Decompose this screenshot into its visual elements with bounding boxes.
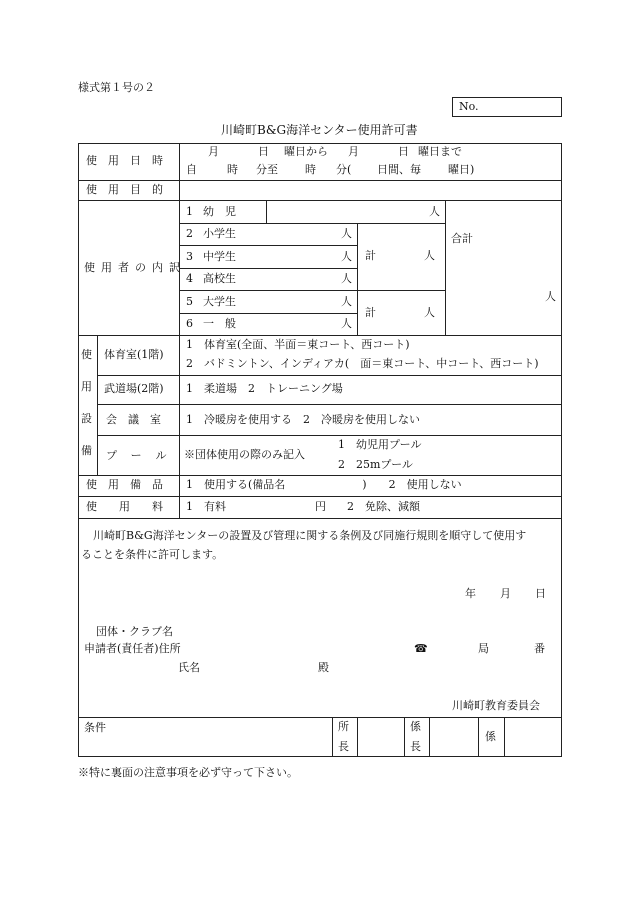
user-row-name: 幼 児 [203, 205, 236, 218]
user-row-no: 1 [186, 205, 193, 218]
director-stamp-box[interactable] [360, 719, 402, 755]
gym-option-2[interactable]: 2 バドミントン、インディアカ( 面＝東コート、中コート、西コート) [186, 357, 539, 370]
director-label: 長 [338, 740, 349, 753]
subtotal-label: 計 [365, 306, 376, 319]
user-row-name: 中学生 [203, 250, 236, 263]
applicant-name-label: 氏名 [178, 661, 200, 674]
club-name-label: 団体・クラブ名 [96, 625, 173, 638]
chief-label: 係 [410, 720, 421, 733]
person-unit: 人 [341, 272, 352, 285]
meeting-room-label: 会議室 [106, 413, 172, 426]
phone-icon: ☎ [414, 642, 428, 655]
time-hour-to[interactable]: 時 [305, 163, 316, 176]
issuer: 川崎町教育委員会 [452, 699, 540, 712]
dojo-options[interactable]: 1 柔道場 2 トレーニング場 [186, 382, 343, 395]
facilities-label: 設 [81, 412, 92, 425]
user-row-name: 大学生 [203, 295, 236, 308]
date-month: 月 [500, 587, 511, 600]
fee-yen: 円 [315, 500, 326, 513]
subtotal-label: 計 [365, 249, 376, 262]
facilities-label: 用 [81, 380, 92, 393]
person-unit: 人 [545, 290, 556, 303]
pool-option-1[interactable]: 1 幼児用プール [338, 438, 422, 451]
form-number: 様式第１号の２ [78, 81, 155, 94]
gym-label: 体育室(1階) [104, 348, 164, 361]
time-from-label: 自 [186, 163, 197, 176]
time-minute-from[interactable]: 分至 [256, 163, 278, 176]
total-label: 合計 [451, 232, 473, 245]
no-box[interactable] [452, 97, 562, 117]
user-row-no: 4 [186, 272, 193, 285]
date-month-to[interactable]: 月 [348, 145, 359, 158]
applicant-address-label: 申請者(責任者)住所 [84, 642, 181, 655]
person-unit: 人 [341, 227, 352, 240]
date-month-from[interactable]: 月 [208, 145, 219, 158]
fee-paid[interactable]: 1 有料 [186, 500, 226, 513]
user-row-name: 一 般 [203, 317, 236, 330]
facilities-label: 備 [81, 444, 92, 457]
permission-text-line2: ることを条件に許可します。 [81, 548, 224, 561]
date-weekday-to[interactable]: 曜日まで [418, 145, 462, 158]
phone-number-label: 番 [534, 642, 545, 655]
time-hour-from[interactable]: 時 [227, 163, 238, 176]
honorific: 殿 [318, 661, 329, 674]
equipment-label: 使用備品 [86, 478, 174, 491]
user-row-no: 2 [186, 227, 193, 240]
director-label: 所 [338, 720, 349, 733]
date-day: 日 [535, 587, 546, 600]
fee-exempt[interactable]: 2 免除、減額 [347, 500, 420, 513]
staff-label: 係 [485, 730, 496, 743]
user-row-no: 5 [186, 295, 193, 308]
days-every[interactable]: 日間、毎 [377, 163, 421, 176]
footer-note: ※特に裏面の注意事項を必ず守って下さい。 [78, 766, 298, 779]
page-title: 川崎町B&G海洋センター使用許可書 [221, 123, 418, 137]
pool-label: プール [106, 449, 181, 462]
dojo-label: 武道場(2階) [104, 382, 164, 395]
person-unit: 人 [424, 306, 435, 319]
pool-note: ※団体使用の際のみ記入 [184, 448, 305, 461]
weekday-close[interactable]: 曜日) [448, 163, 475, 176]
fee-label: 使用料 [86, 500, 185, 513]
date-day-from[interactable]: 日 [258, 145, 269, 158]
pool-option-2[interactable]: 2 25mプール [338, 458, 413, 471]
user-row-name: 高校生 [203, 272, 236, 285]
staff-stamp-box[interactable] [507, 719, 560, 755]
phone-station-label: 局 [478, 642, 489, 655]
conditions-label: 条件 [84, 721, 106, 734]
date-day-to[interactable]: 日 [398, 145, 409, 158]
time-minute-to[interactable]: 分( [336, 163, 352, 176]
no-label: No. [459, 100, 479, 113]
chief-label: 長 [410, 740, 421, 753]
person-unit: 人 [341, 317, 352, 330]
person-unit: 人 [429, 205, 440, 218]
date-weekday-from[interactable]: 曜日から [284, 145, 328, 158]
person-unit: 人 [424, 249, 435, 262]
chief-stamp-box[interactable] [432, 719, 476, 755]
facilities-label: 使 [81, 348, 92, 361]
use-date-label: 使用日時 [86, 154, 174, 167]
users-label: 使用者の内訳 [84, 261, 186, 274]
user-row-no: 6 [186, 317, 193, 330]
date-year: 年 [465, 587, 476, 600]
person-unit: 人 [341, 250, 352, 263]
gym-option-1[interactable]: 1 体育室(全面、半面＝東コート、西コート) [186, 338, 410, 351]
equipment-options[interactable]: 1 使用する(備品名 ) 2 使用しない [186, 478, 462, 491]
purpose-label: 使用目的 [86, 183, 174, 196]
meeting-room-options[interactable]: 1 冷暖房を使用する 2 冷暖房を使用しない [186, 413, 420, 426]
user-row-no: 3 [186, 250, 193, 263]
purpose-field[interactable] [181, 182, 561, 199]
user-row-name: 小学生 [203, 227, 236, 240]
person-unit: 人 [341, 295, 352, 308]
permission-text-line1: 川崎町B&G海洋センターの設置及び管理に関する条例及び同施行規則を順守して使用す [93, 529, 527, 542]
